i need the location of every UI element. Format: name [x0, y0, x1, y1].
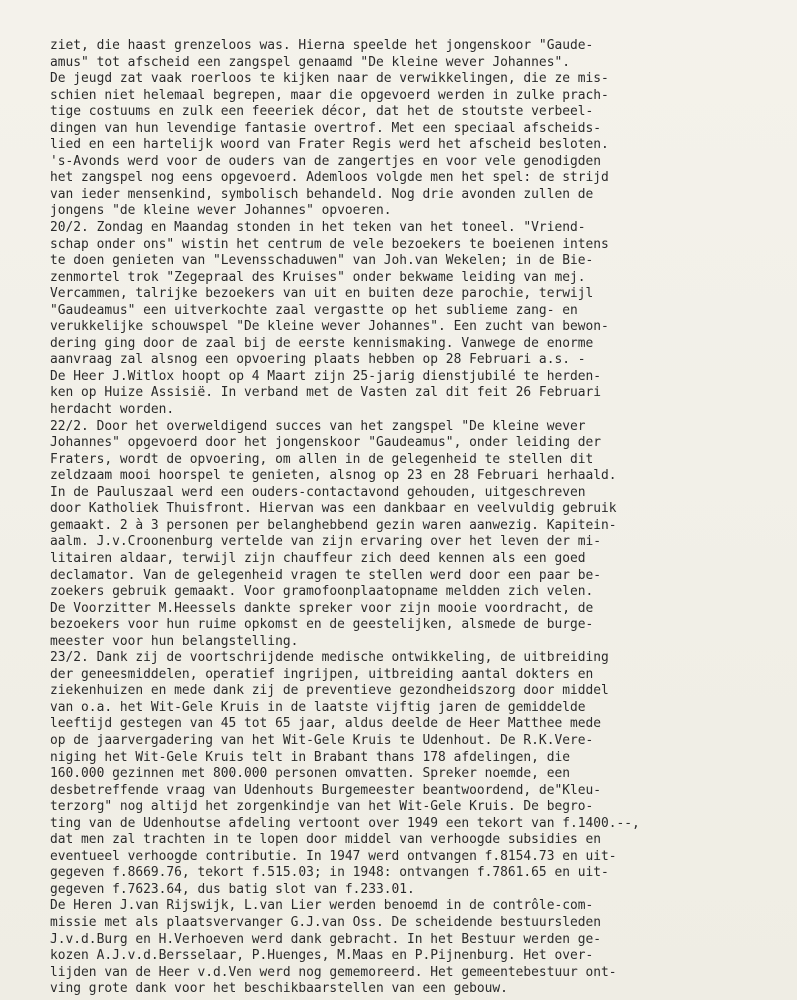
text-line: De Heren J.van Rijswijk, L.van Lier werden benoemd in de contrôle-com-	[50, 898, 594, 914]
typewritten-text-block	[50, 38, 790, 998]
text-line: Vercammen, talrijke bezoekers van uit en buiten deze parochie, terwijl	[50, 286, 594, 302]
text-line: declamator. Van de gelegenheid vragen te stellen werd door een paar be-	[50, 567, 602, 583]
entry-22-2-start: 22/2. Door het overweldigend succes van het zangspel "De kleine wever	[50, 418, 586, 434]
entry-23-2-start: 23/2. Dank zij de voortschrijdende medische ontwikkeling, de uitbreiding	[50, 650, 609, 666]
text-line: tige costuums en zulk een feeeriek décor, dat het de stoutste verbeel-	[50, 104, 594, 120]
text-line: bezoekers voor hun ruime opkomst en de geestelijken, alsmede de burge-	[50, 617, 594, 633]
text-line: eventueel verhoogde contributie. In 1947 werd ontvangen f.8154.73 en uit-	[50, 848, 617, 864]
text-line: leeftijd gestegen van 45 tot 65 jaar, aldus deelde de Heer Matthee mede	[50, 716, 602, 732]
text-line: In de Pauluszaal werd een ouders-contactavond gehouden, uitgeschreven	[50, 484, 586, 500]
text-line: aalm. J.v.Croonenburg vertelde van zijn ervaring over het leven der mi-	[50, 534, 602, 550]
text-line: ziet, die haast grenzeloos was. Hierna speelde het jongenskoor "Gaude-	[50, 38, 594, 53]
text-line: aanvraag zal alsnog een opvoering plaats hebben op 28 Februari a.s. -	[50, 352, 586, 368]
text-line: kozen A.J.v.d.Bersselaar, P.Huenges, M.Maas en P.Pijnenburg. Het over-	[50, 948, 594, 964]
text-line: zeldzaam mooi hoorspel te genieten, alsnog op 23 en 28 Februari herhaald.	[50, 468, 617, 484]
text-line: De jeugd zat vaak roerloos te kijken naar de verwikkelingen, die ze mis-	[50, 71, 609, 87]
text-line: dingen van hun levendige fantasie overtrof. Met een speciaal afscheids-	[50, 120, 602, 136]
text-line: gegeven f.7623.64, dus batig slot van f.233.01.	[50, 881, 415, 897]
text-line: Johannes" opgevoerd door het jongenskoor "Gaudeamus", onder leiding der	[50, 435, 602, 451]
text-line: ving grote dank voor het beschikbaarstellen van een gebouw.	[50, 981, 508, 997]
text-line: van o.a. het Wit-Gele Kruis in de laatste vijftig jaren de gemiddelde	[50, 699, 586, 715]
text-line: De Voorzitter M.Heessels dankte spreker voor zijn mooie voordracht, de	[50, 600, 594, 616]
text-line: ziekenhuizen en mede dank zij de preventieve gezondheidszorg door middel	[50, 683, 609, 699]
text-line: schap onder ons" wistin het centrum de vele bezoekers te boeienen intens	[50, 236, 609, 252]
text-line: terzorg" nog altijd het zorgenkindje van het Wit-Gele Kruis. De begro-	[50, 799, 594, 815]
text-line: het zangspel nog eens opgevoerd. Ademloos volgde men het spel: de strijd	[50, 170, 609, 186]
entry-20-2-start: 20/2. Zondag en Maandag stonden in het teken van het toneel. "Vriend-	[50, 220, 586, 236]
text-line: 's-Avonds werd voor de ouders van de zangertjes en voor vele genodigden	[50, 153, 602, 169]
text-line: jongens "de kleine wever Johannes" opvoeren.	[50, 203, 392, 219]
text-line: litairen aldaar, terwijl zijn chauffeur zich deed kennen als een goed	[50, 550, 586, 566]
text-line: J.v.d.Burg en H.Verhoeven werd dank gebracht. In het Bestuur werden ge-	[50, 931, 602, 947]
text-line: niging het Wit-Gele Kruis telt in Brabant thans 178 afdelingen, die	[50, 749, 570, 765]
text-line: door Katholiek Thuisfront. Hiervan was een dankbaar en veelvuldig gebruik	[50, 501, 617, 517]
text-line: lijden van de Heer v.d.Ven werd nog gememoreerd. Het gemeentebestuur ont-	[50, 964, 617, 980]
text-line: missie met als plaatsvervanger G.J.van Oss. De scheidende bestuursleden	[50, 914, 602, 930]
text-line: ting van de Udenhoutse afdeling vertoont over 1949 een tekort van f.1400.--,	[50, 815, 640, 831]
text-line: schien niet helemaal begrepen, maar die opgevoerd werden in zulke prach-	[50, 87, 609, 103]
text-line: desbetreffende vraag van Udenhouts Burgemeester beantwoordend, de"Kleu-	[50, 782, 602, 798]
text-line: verukkelijke schouwspel "De kleine wever Johannes". Een zucht van bewon-	[50, 319, 609, 335]
text-line: amus" tot afscheid een zangspel genaamd "De kleine wever Johannes".	[50, 54, 570, 70]
text-line: ken op Huize Assisië. In verband met de Vasten zal dit feit 26 Februari	[50, 385, 602, 401]
text-line: lied en een hartelijk woord van Frater Regis werd het afscheid besloten.	[50, 137, 609, 153]
text-line: dering ging door de zaal bij de eerste kennismaking. Vanwege de enorme	[50, 335, 594, 351]
text-line: zenmortel trok "Zegepraal des Kruises" onder bekwame leiding van mej.	[50, 269, 586, 285]
text-line: zoekers gebruik gemaakt. Voor gramofoonplaatopname meldden zich velen.	[50, 584, 594, 600]
text-line: dat men zal trachten in te lopen door middel van verhoogde subsidies en	[50, 832, 602, 848]
text-line: 160.000 gezinnen met 800.000 personen omvatten. Spreker noemde, een	[50, 766, 570, 782]
text-line: De Heer J.Witlox hoopt op 4 Maart zijn 25-jarig dienstjubilé te herden-	[50, 368, 602, 384]
text-line: der geneesmiddelen, operatief ingrijpen, uitbreiding aantal dokters en	[50, 666, 594, 682]
text-line: "Gaudeamus" een uitverkochte zaal vergastte op het sublieme zang- en	[50, 302, 578, 318]
text-line: van ieder mensenkind, symbolisch behandeld. Nog drie avonden zullen de	[50, 186, 594, 202]
text-line: op de jaarvergadering van het Wit-Gele Kruis te Udenhout. De R.K.Vere-	[50, 732, 594, 748]
text-line: gemaakt. 2 à 3 personen per belanghebbend gezin waren aanwezig. Kapitein-	[50, 517, 617, 533]
text-line: Fraters, wordt de opvoering, om allen in de gelegenheid te stellen dit	[50, 451, 594, 467]
text-line: te doen genieten van "Levensschaduwen" van Joh.van Wekelen; in de Bie-	[50, 253, 594, 269]
text-line: gegeven f.8669.76, tekort f.515.03; in 1948: ontvangen f.7861.65 en uit-	[50, 865, 609, 881]
text-line: meester voor hun belangstelling.	[50, 633, 299, 649]
text-line: herdacht worden.	[50, 402, 175, 418]
